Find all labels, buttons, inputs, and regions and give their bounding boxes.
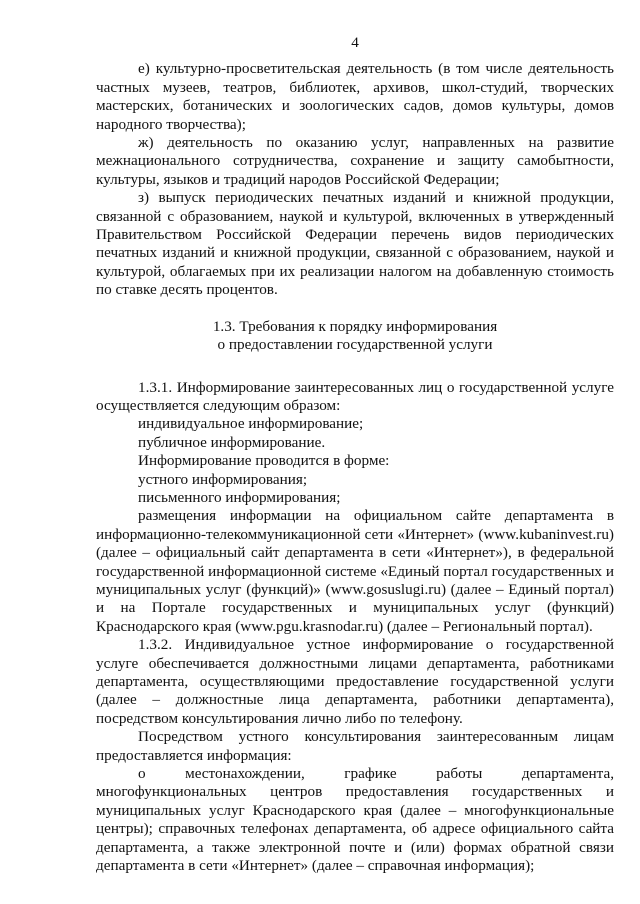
paragraph-1-3-1: 1.3.1. Информирование заинтересованных лиц о государственной услуге осуществляется следующим образом:: [96, 378, 614, 414]
section-heading: [96, 318, 614, 355]
paragraph-item-z: з) выпуск периодических печатных изданий и книжной продукции, связанной с образованием, наукой и культурой, включенных в утвержденный Правительством Российской Федерации перечень видов периодических печатных изданий и книжной продукции, связанной с образованием, наукой и культурой, облагаемых при их реализации налогом на добавленную стоимость по ставке десять процентов.: [96, 189, 614, 299]
paragraph-item-e: е) культурно-просветительская деятельность (в том числе деятельность частных музеев, театров, библиотек, архивов, школ-студий, творческих мастерских, ботанических и зоологических садов, домов культуры, домов народного творчества);: [96, 60, 614, 133]
list-item-public: публичное информирование.: [138, 433, 326, 451]
section-heading-line1: 1.3. Требования к порядку информирования: [212, 317, 498, 335]
list-heading-forms: Информирование проводится в форме:: [138, 452, 390, 470]
page-number: 4: [351, 34, 359, 51]
paragraph-1-3-2: 1.3.2. Индивидуальное устное информирование о государственной услуге обеспечивается должностными лицами департамента, работниками департамента, осуществляющими предоставление государственной услуги (далее – должностные лица департамента, работники департамента), посредством консультирования лично либо по телефону.: [96, 636, 614, 727]
list-item-individual: индивидуальное информирование;: [138, 415, 364, 433]
section-heading-line2: о предоставлении государственной услуги: [217, 336, 493, 354]
paragraph-oral-consulting: Посредством устного консультирования заинтересованным лицам предоставляется информация:: [96, 728, 614, 764]
paragraph-placement: размещения информации на официальном сайте департамента в информационно-телекоммуникационной сети «Интернет» (www.kubaninvest.ru) (далее – официальный сайт департамента в сети «Интернет»), в федеральной государственной информационной системе «Единый портал государственных и муниципальных услуг (функций)» (www.gosuslugi.ru) (далее – Единый портал) и на Портале государственных и муниципальных услуг (функций) Краснодарского края (www.pgu.krasnodar.ru) (далее – Региональный портал).: [96, 507, 614, 635]
list-item-oral: устного информирования;: [138, 470, 308, 488]
paragraph-item-zh: ж) деятельность по оказанию услуг, направленных на развитие межнационального сотрудничества, сохранение и защиту самобытности, культуры, языков и традиций народов Российской Федерации;: [96, 134, 614, 188]
paragraph-location-info: о местонахождении, графике работы департамента, многофункциональных центров предоставления государственных и муниципальных услуг Краснодарского края (далее – многофункциональные центры); справочных телефонах департамента, об адресе официального сайта департамента, а также электронной почте и (или) формах обратной связи департамента в сети «Интернет» (далее – справочная информация);: [96, 765, 614, 875]
list-item-written: письменного информирования;: [138, 488, 341, 506]
document-page: [96, 34, 614, 875]
